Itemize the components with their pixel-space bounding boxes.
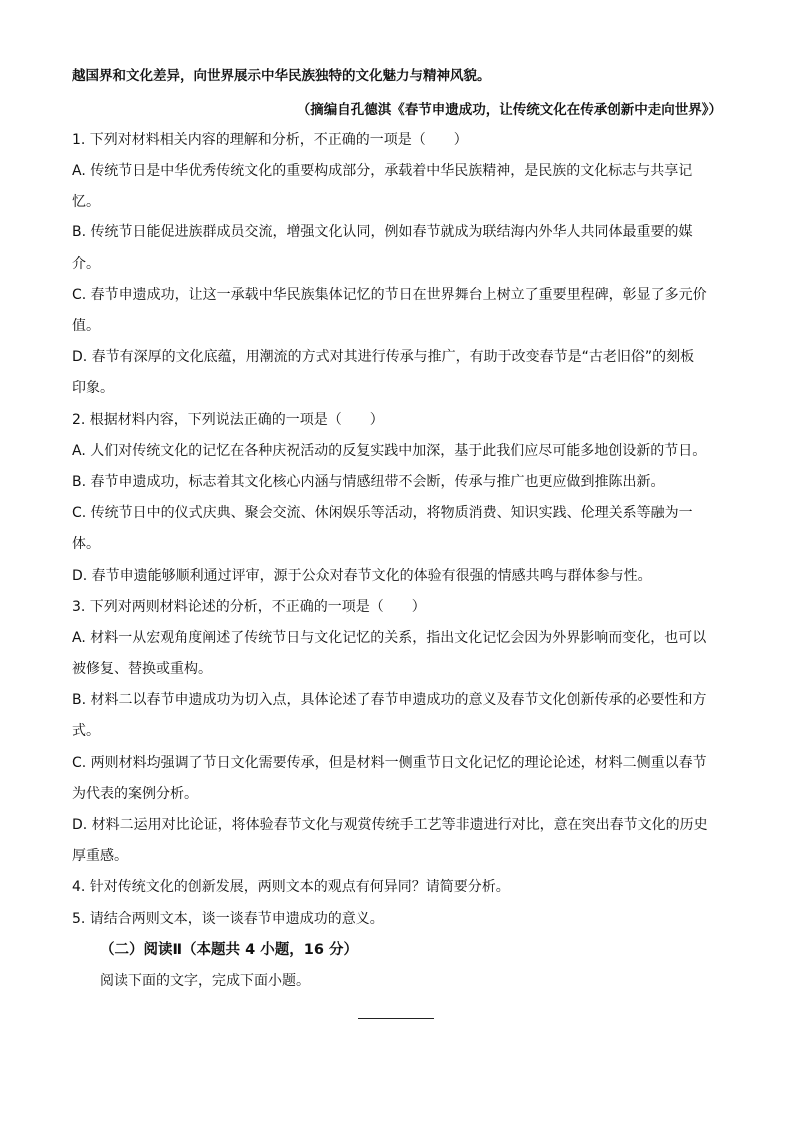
question-3-option-b-cont: 式。	[72, 723, 100, 739]
question-3-stem: 3. 下列对两则材料论述的分析，不正确的一项是（ ）	[72, 599, 426, 615]
reading-instruction: 阅读下面的文字，完成下面小题。	[100, 973, 310, 989]
question-2-option-c-cont: 体。	[72, 536, 100, 552]
source-citation: （摘编自孔德淇《春节申遗成功，让传统文化在传承创新中走向世界》）	[296, 102, 722, 118]
question-1-option-d: D. 春节有深厚的文化底蕴，用潮流的方式对其进行传承与推广，有助于改变春节是“古老旧俗”的刻板	[72, 349, 695, 365]
question-1-option-d-cont: 印象。	[72, 380, 114, 396]
question-1-option-c: C. 春节申遗成功，让这一承载中华民族集体记忆的节日在世界舞台上树立了重要里程碑，彰显了多元价	[72, 287, 707, 303]
question-2-option-d: D. 春节申遗能够顺利通过评审，源于公众对春节文化的体验有很强的情感共鸣与群体参与性。	[72, 568, 652, 584]
question-4: 4. 针对传统文化的创新发展，两则文本的观点有何异同？请简要分析。	[72, 879, 510, 895]
question-2-stem: 2. 根据材料内容，下列说法正确的一项是（ ）	[72, 412, 384, 428]
question-3-option-a-cont: 被修复、替换或重构。	[72, 661, 212, 677]
question-3-option-b: B. 材料二以春节申遗成功为切入点，具体论述了春节申遗成功的意义及春节文化创新传承的必要性和方	[72, 692, 707, 708]
question-2-option-a: A. 人们对传统文化的记忆在各种庆祝活动的反复实践中加深，基于此我们应尽可能多地创设新的节日。	[72, 443, 707, 459]
question-3-option-d-cont: 厚重感。	[72, 848, 128, 864]
question-1-option-b: B. 传统节日能促进族群成员交流，增强文化认同，例如春节就成为联结海内外华人共同体最重要的媒	[72, 224, 693, 240]
question-1-option-c-cont: 值。	[72, 318, 100, 334]
footer-divider	[358, 1018, 434, 1019]
question-3-option-c: C. 两则材料均强调了节日文化需要传承，但是材料一侧重节日文化记忆的理论论述，材料二侧重以春节	[72, 755, 707, 771]
question-1-option-a-cont: 忆。	[72, 194, 100, 210]
passage-tail: 越国界和文化差异，向世界展示中华民族独特的文化魅力与精神风貌。	[72, 68, 491, 84]
question-2-option-c: C. 传统节日中的仪式庆典、聚会交流、休闲娱乐等活动，将物质消费、知识实践、伦理关系等融为一	[72, 505, 693, 521]
question-3-option-a: A. 材料一从宏观角度阐述了传统节日与文化记忆的关系，指出文化记忆会因为外界影响而变化，也可以	[72, 630, 707, 646]
question-1-option-b-cont: 介。	[72, 256, 100, 272]
question-1-option-a: A. 传统节日是中华优秀传统文化的重要构成部分，承载着中华民族精神，是民族的文化标志与共享记	[72, 163, 693, 179]
question-1-stem: 1. 下列对材料相关内容的理解和分析，不正确的一项是（ ）	[72, 132, 468, 148]
question-3-option-c-cont: 为代表的案例分析。	[72, 786, 198, 802]
question-3-option-d: D. 材料二运用对比论证，将体验春节文化与观赏传统手工艺等非遗进行对比，意在突出春节文化的历史	[72, 817, 708, 833]
question-5: 5. 请结合两则文本，谈一谈春节申遗成功的意义。	[72, 911, 384, 927]
question-2-option-b: B. 春节申遗成功，标志着其文化核心内涵与情感纽带不会断，传承与推广也更应做到推陈出新。	[72, 474, 665, 490]
section-heading: （二）阅读Ⅱ（本题共 4 小题，16 分）	[100, 942, 358, 958]
